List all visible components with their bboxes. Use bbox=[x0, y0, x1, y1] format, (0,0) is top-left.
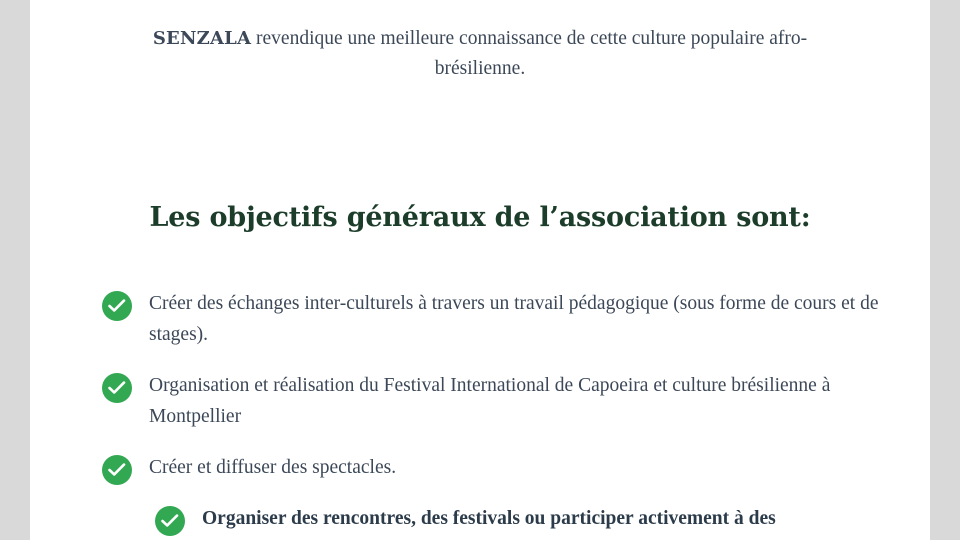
check-circle-icon bbox=[155, 506, 185, 536]
organization-name: SENZALA bbox=[152, 28, 252, 49]
intro-paragraph bbox=[110, 0, 850, 84]
document-page bbox=[30, 0, 930, 540]
list-item-text: Créer et diffuser des spectacles. bbox=[149, 457, 397, 478]
section-heading: Les objectifs généraux de l’association sont: bbox=[149, 202, 811, 233]
list-item-text: Organiser des rencontres, des festivals ou participer activement à des bbox=[202, 508, 776, 529]
page-content bbox=[30, 0, 930, 529]
objectives-list bbox=[102, 288, 892, 540]
list-item bbox=[102, 288, 892, 350]
list-item-text: Créer des échanges inter-culturels à travers un travail pédagogique (sous forme de cours et de stages). bbox=[149, 293, 879, 345]
check-circle-icon bbox=[102, 373, 132, 403]
intro-text: revendique une meilleure connaissance de cette culture populaire afro-brésilienne. bbox=[251, 28, 808, 79]
list-item bbox=[102, 370, 892, 432]
list-item-text: Organisation et réalisation du Festival International de Capoeira et culture brésilienne à Montpellier bbox=[149, 375, 831, 427]
list-item bbox=[102, 452, 892, 483]
check-circle-icon bbox=[102, 291, 132, 321]
check-circle-icon bbox=[102, 455, 132, 485]
list-item bbox=[102, 503, 892, 534]
